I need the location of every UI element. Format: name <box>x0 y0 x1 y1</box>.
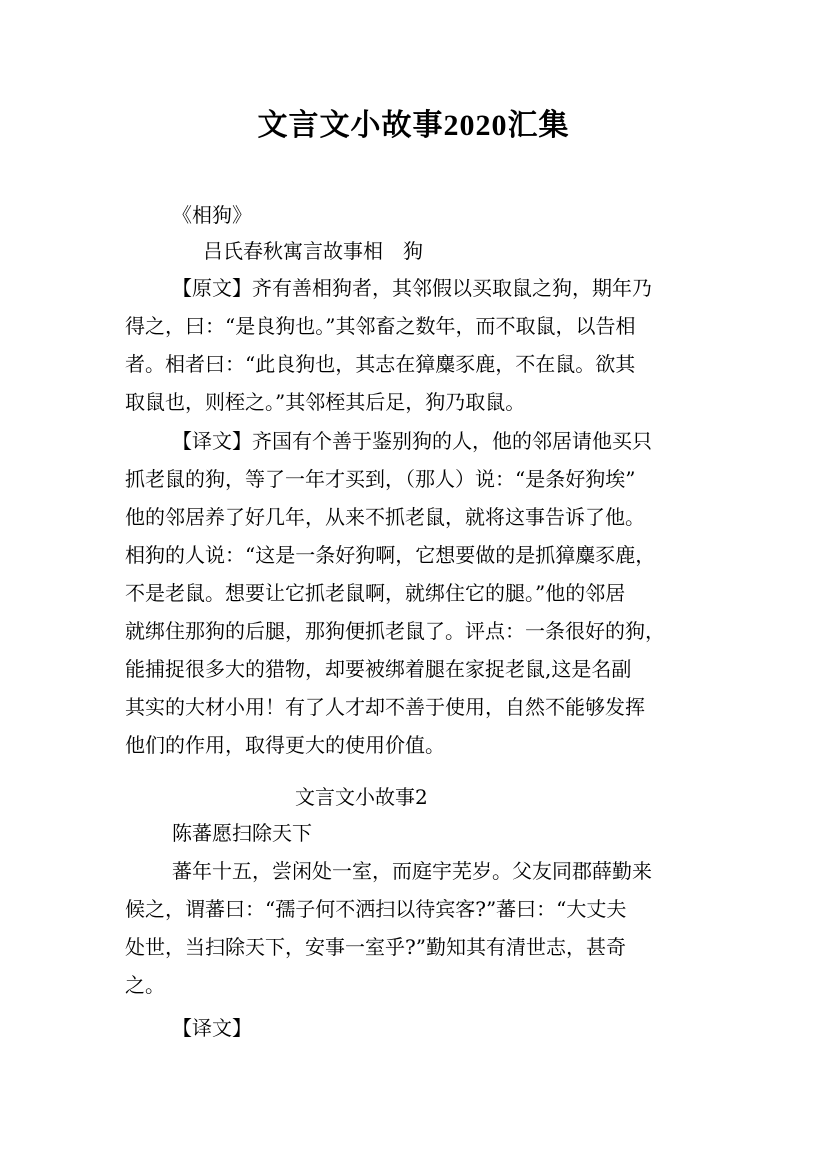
section1-original-line: 取鼠也，则桎之。”其邻桎其后足，狗乃取鼠。 <box>125 390 526 414</box>
section1-translation-line: 其实的大材小用！有了人才却不善于使用，自然不能够发挥 <box>125 695 645 719</box>
section1-original-line: 者。相者曰：“此良狗也，其志在獐麋豕鹿，不在鼠。欲其 <box>125 352 636 376</box>
section1-original-line: 得之，曰：“是良狗也。”其邻畜之数年，而不取鼠，以告相 <box>125 314 636 338</box>
section1-translation-line: 不是老鼠。想要让它抓老鼠啊，就绑住它的腿。”他的邻居 <box>125 581 626 605</box>
section2-original-line: 候之，谓蕃曰：“孺子何不洒扫以待宾客?”蕃曰：“大丈夫 <box>125 897 627 921</box>
section1-translation-line: 【译文】齐国有个善于鉴别狗的人，他的邻居请他买只 <box>172 429 652 453</box>
section1-translation-line: 他的邻居养了好几年，从来不抓老鼠，就将这事告诉了他。 <box>125 505 645 529</box>
section1-translation-line: 就绑住那狗的后腿，那狗便抓老鼠了。评点：一条很好的狗， <box>125 619 665 643</box>
section2-heading: 文言文小故事2 <box>295 785 428 809</box>
section1-translation-line: 抓老鼠的狗，等了一年才买到，（那人）说：“是条好狗埃” <box>125 467 636 491</box>
section2-translation-heading: 【译文】 <box>172 1016 252 1040</box>
section1-translation-line: 他们的作用，取得更大的使用价值。 <box>125 733 445 757</box>
section1-translation-line: 相狗的人说：“这是一条好狗啊，它想要做的是抓獐麋豕鹿， <box>125 543 656 567</box>
section1-heading: 《相狗》 <box>172 203 252 227</box>
section2-original-line: 处世，当扫除天下，安事一室乎?”勤知其有清世志，甚奇 <box>125 935 626 959</box>
section2-original-line: 蕃年十五，尝闲处一室，而庭宇芜岁。父友同郡薛勤来 <box>172 859 652 883</box>
section1-subheading: 吕氏春秋寓言故事相 狗 <box>203 239 423 263</box>
section1-original-line: 【原文】齐有善相狗者，其邻假以买取鼠之狗，期年乃 <box>172 276 652 300</box>
section2-subheading: 陈蕃愿扫除天下 <box>172 821 312 845</box>
document-title: 文言文小故事2020汇集 <box>257 109 570 142</box>
section1-translation-line: 能捕捉很多大的猎物，却要被绑着腿在家捉老鼠,这是名副 <box>125 657 632 681</box>
section2-original-line: 之。 <box>125 973 165 997</box>
